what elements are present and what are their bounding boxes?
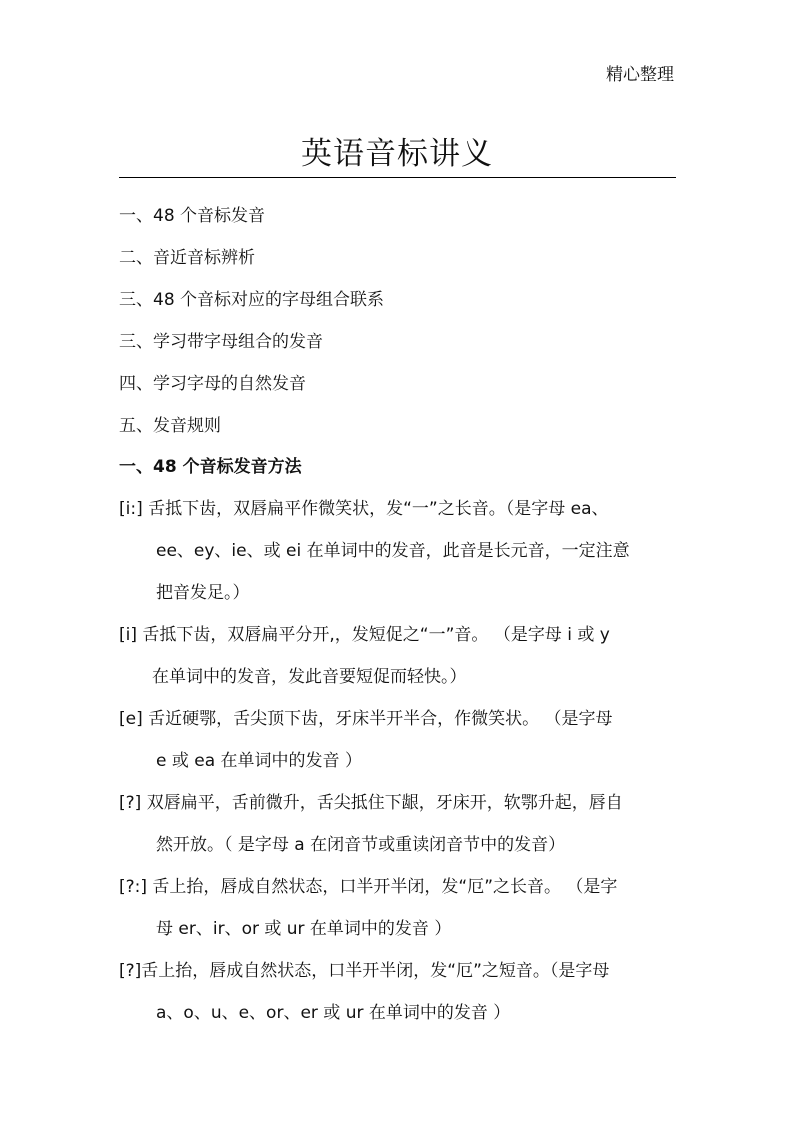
- toc-item: 三、48 个音标对应的字母组合联系: [119, 290, 385, 310]
- entry-line: [e] 舌近硬鄂，舌尖顶下齿，牙床半开半合，作微笑状。 （是字母: [119, 709, 613, 729]
- document-title: 英语音标讲义: [301, 136, 493, 172]
- entry-line: ee、ey、ie、或 ei 在单词中的发音，此音是长元音，一定注意: [156, 541, 630, 561]
- entry-line: a、o、u、e、or、er 或 ur 在单词中的发音 ）: [156, 1003, 511, 1023]
- phonetic-entry-i-long: [119, 488, 679, 614]
- entry-line: [?]舌上抬，唇成自然状态，口半开半闭，发“厄”之短音。（是字母: [119, 961, 610, 981]
- phonetic-entry-e: [119, 698, 679, 782]
- entry-line: [?] 双唇扁平，舌前微升，舌尖抵住下龈，牙床开，软鄂升起，唇自: [119, 793, 623, 813]
- phonetic-entry-ae: [119, 782, 679, 866]
- entry-line: [?:] 舌上抬，唇成自然状态，口半开半闭，发“厄”之长音。 （是字: [119, 877, 618, 897]
- toc-item: 一、48 个音标发音: [119, 206, 266, 226]
- entry-line: 在单词中的发音，发此音要短促而轻快。）: [152, 667, 467, 687]
- entry-line: 母 er、ir、or 或 ur 在单词中的发音 ）: [156, 919, 452, 939]
- title-divider: [119, 177, 676, 178]
- table-of-contents: [119, 204, 384, 456]
- phonetic-entry-i-short: [119, 614, 679, 698]
- entry-line: 然开放。（ 是字母 a 在闭音节或重读闭音节中的发音）: [156, 835, 566, 855]
- header-note: 精心整理: [606, 65, 674, 85]
- toc-item: 二、音近音标辨析: [119, 248, 255, 268]
- phonetic-entry-schwa: [119, 950, 679, 1034]
- section-heading: 一、48 个音标发音方法: [119, 457, 302, 477]
- phonetic-entry-er-long: [119, 866, 679, 950]
- entry-line: e 或 ea 在单词中的发音 ）: [156, 751, 362, 771]
- toc-item: 五、发音规则: [119, 416, 221, 436]
- entry-line: 把音发足。）: [156, 583, 250, 603]
- toc-item: 三、学习带字母组合的发音: [119, 332, 323, 352]
- entry-line: [i] 舌抵下齿，双唇扁平分开,，发短促之“一”音。 （是字母 i 或 y: [119, 625, 610, 645]
- toc-item: 四、学习字母的自然发音: [119, 374, 306, 394]
- entry-line: [i:] 舌抵下齿，双唇扁平作微笑状，发“一”之长音。（是字母 ea、: [119, 499, 609, 519]
